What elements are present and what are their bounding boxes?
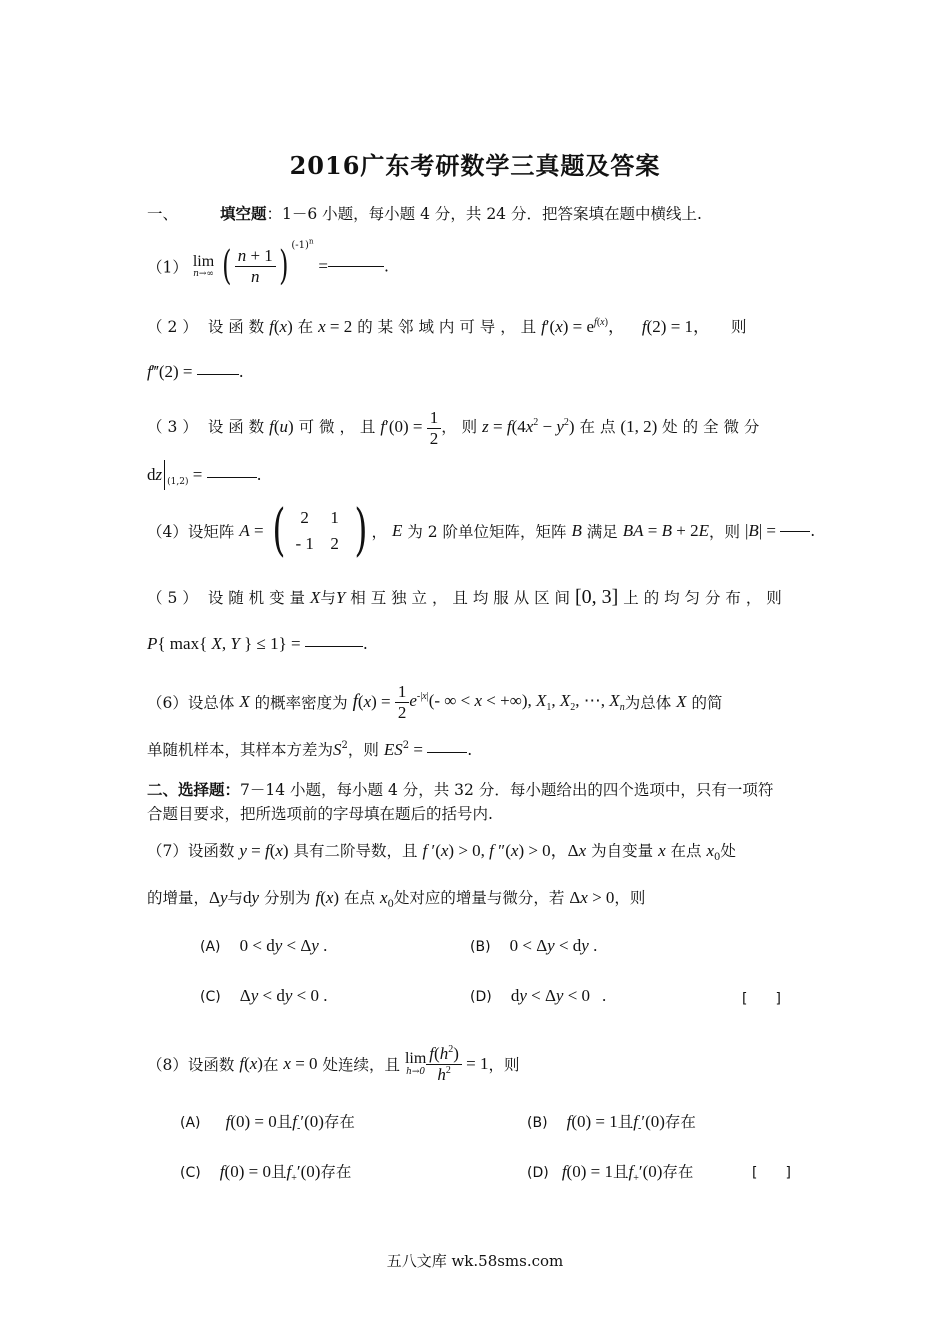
q2-text-b: 在 [297,318,314,336]
q5-text-a: 设 随 机 变 量 [207,589,306,607]
q3-text-b: 可 微 ， 且 [298,418,376,437]
q8-option-b-exist: 存在 [664,1113,696,1131]
q7-option-b-label: (B) [470,939,491,955]
q7-label: （7） [147,842,188,860]
q6-text-b: 的概率密度为 [254,694,348,713]
q7-text-b: 具有二阶导数，且 [293,842,418,860]
q7-line2-f: ，则 [614,889,646,907]
q7-line2-d: 在点 [344,889,376,907]
q1-limit: lim n→∞ [192,252,215,280]
q7-option-a-label: (A) [200,939,221,955]
section1-label: 填空题 [220,204,267,223]
q6-label: （6） [147,694,188,713]
q8-option-c-and: 且 [270,1163,287,1181]
q8-option-c-exist: 存在 [320,1163,352,1181]
question-4: （4）设矩阵 A = ( 2 1 - 1 2 ) ， E 为 2 阶单位矩阵，矩阵 B 满足 BA = B + 2E，则 |B| = . [147,498,816,563]
q6-line2-b: ，则 [347,741,379,759]
section1-heading [147,202,702,224]
question-2: （2） 设 函 数 f(x) 在 x = 2 的 某 邻 域 内 可 导 ， 且 $f'(x) = e^{f(x)}$， f(2) = 1， 则 [147,317,747,336]
question-2-line2: f‴(2) = . [147,362,244,381]
q5-label: （5） [147,589,203,607]
q4-text-a: 设矩阵 [187,523,235,541]
q2-text-d: 则 [730,318,747,336]
q7-option-a[interactable]: (A) 0 < dy < Δy . [200,936,328,955]
question-5: （5） 设 随 机 变 量 X与Y 相 互 独 立 ， 且 均 服 从 区 间 [0, 3] 上 的 均 匀 分 布 ， 则 [147,586,782,608]
q3-text-d: 在 点 [579,418,616,437]
q6-answer-blank[interactable] [427,752,467,753]
q8-text-a: 设函数 [187,1056,235,1075]
q7-line2-e: 处对应的增量与微分，若 [393,889,565,907]
q7-option-c[interactable]: (C) Δy < dy < 0 . [200,986,328,1005]
section2-desc1: 7－14 小题，每小题 4 分，共 32 分．每小题给出的四个选项中，只有一项符 [240,781,774,799]
q7-text-e: 处 [720,842,736,860]
q8-text-d: ，则 [488,1056,520,1075]
q8-label: （8） [147,1056,188,1075]
q8-option-b[interactable]: (B) f(0) = 1且$f_-'(0)$存在 [527,1112,696,1134]
q6-fraction: $\frac{1}{2}$ [395,682,410,722]
q1-fraction: $\frac{n + 1}{n}$ [235,246,276,286]
q8-option-a-and: 且 [276,1113,293,1131]
q4-label: （4） [147,523,188,541]
q3-text-a: 设 函 数 [207,418,265,437]
q8-fraction: $\frac{f(h^2)}{h^2}$ [426,1044,462,1084]
q5-text-b: 与 [320,589,336,607]
q4-text-c: 满足 [586,523,618,541]
q5-text-d: 上 的 均 匀 分 布 ， 则 [623,589,782,607]
q4-text-b: 为 2 阶单位矩阵，矩阵 [407,523,567,541]
q8-option-b-and: 且 [617,1113,634,1131]
q6-line2-a: 单随机样本，其样本方差为 [147,741,334,759]
q6-text-d: 的简 [691,694,723,713]
q8-option-a[interactable]: (A) f(0) = 0且$f_-'(0)$存在 [180,1112,355,1134]
q3-text-e: 处 的 全 微 分 [662,418,760,437]
q8-option-d-label: (D) [527,1165,549,1181]
question-8: （8）设函数 f(x)在 x = 0 处连续，且 lim h→0 $\frac{f(h^2)}{h^2}$ = 1，则 [147,1044,520,1084]
q5-text-c: 相 互 独 立 ， 且 均 服 从 区 间 [350,589,571,607]
q8-option-d-and: 且 [612,1163,629,1181]
q8-option-b-label: (B) [527,1115,548,1131]
q3-answer-blank[interactable] [207,477,257,478]
q5-answer-blank[interactable] [305,646,363,647]
question-5-line2: P{ max{ X, Y } ≤ 1} = . [147,634,368,653]
q4-answer-blank[interactable] [780,531,810,532]
section1-number: 一、 [147,205,179,223]
question-1: （1） lim n→∞ ( $\frac{n + 1}{n}$ ) $^{(-1)^n}$ = . [147,238,389,290]
q4-text-d: ，则 [709,523,741,541]
question-7: （7）设函数 y = f(x) 具有二阶导数，且 f ′(x) > 0, f ″(x) > 0，Δx 为自变量 x 在点 $x_0$处 [147,841,736,863]
q8-option-c[interactable]: (C) f(0) = 0且$f_+'(0)$存在 [180,1162,352,1184]
q7-answer-bracket[interactable]: [ ] [742,991,781,1007]
question-6: （6）设总体 X 的概率密度为 f(x) = $\frac{1}{2}$ $e^{-|x|}(-$ ∞ < x < +∞), $X_1$, $X_2$, ⋯, $X_n$为总体 X 的简 [147,682,723,722]
q7-line2-c: 分别为 [264,889,311,907]
q6-text-a: 设总体 [187,694,235,713]
q2-label: （2） [147,318,203,336]
footer-watermark[interactable]: 五八文库 wk.58sms.com [386,1252,564,1270]
q2-answer-blank[interactable] [197,374,239,375]
q8-option-c-label: (C) [180,1165,201,1181]
q3-fraction: $\frac{1}{2}$ [427,408,442,448]
section2-heading [147,778,773,800]
q2-text-a: 设 函 数 [207,318,265,336]
q7-text-d: 在点 [670,842,702,860]
question-3-line2: dz $_{(1,2)}$ = . [147,460,262,490]
q7-text-c: 为自变量 [591,842,654,860]
q7-line2-b: 与 [227,889,244,907]
q8-answer-bracket[interactable]: [ ] [752,1165,791,1181]
section2-heading-line2 [147,802,493,824]
q8-option-d[interactable]: (D) f(0) = 1且$f_+'(0)$存在 [527,1162,694,1184]
q7-line2-a: 的增量， [147,889,210,907]
q1-answer-blank[interactable] [328,266,384,267]
question-6-line2: 单随机样本，其样本方差为$S^2$，则 $ES^2$ = . [147,740,473,759]
q3-text-c: ， 则 [441,418,478,437]
section1-desc: ：1－6 小题，每小题 4 分，共 24 分．把答案填在题中横线上. [266,205,702,223]
page-title: 2016广东考研数学三真题及答案 [289,151,661,180]
q7-option-d-label: (D) [470,989,492,1005]
section2-desc2: 合题目要求，把所选项前的字母填在题后的括号内. [147,805,493,823]
q8-text-b: 在 [262,1056,279,1075]
q8-text-c: 处连续，且 [322,1056,400,1075]
q8-option-d-exist: 存在 [662,1163,694,1181]
q7-text-a: 设函数 [187,842,235,860]
q4-matrix: 2 1 - 1 2 [295,508,339,553]
q8-option-a-exist: 存在 [323,1113,355,1131]
q7-option-d[interactable]: (D) dy < Δy < 0 . [470,986,607,1005]
q1-label: （1） [147,258,188,277]
q7-option-b[interactable]: (B) 0 < Δy < dy . [470,936,598,955]
question-7-line2: 的增量，Δy与dy 分别为 f(x) 在点 $x_0$处对应的增量与微分，若 Δx > 0，则 [147,888,646,910]
q8-limit: lim h→0 [404,1050,427,1077]
q2-text-c: 的 某 邻 域 内 可 导 ， 且 [357,318,537,336]
question-3: （3） 设 函 数 f(u) 可 微 ， 且 f′(0) = $\frac{1}{2}$ ， 则 $z = f(4x^2 - y^2)$ 在 点 (1, 2) 处 的 全 微 分 [147,408,760,448]
section2-label: 二、选择题： [147,780,241,799]
q3-label: （3） [147,418,203,437]
q8-option-a-label: (A) [180,1115,201,1131]
q6-text-c: 为总体 [624,694,672,713]
q7-option-c-label: (C) [200,989,221,1005]
